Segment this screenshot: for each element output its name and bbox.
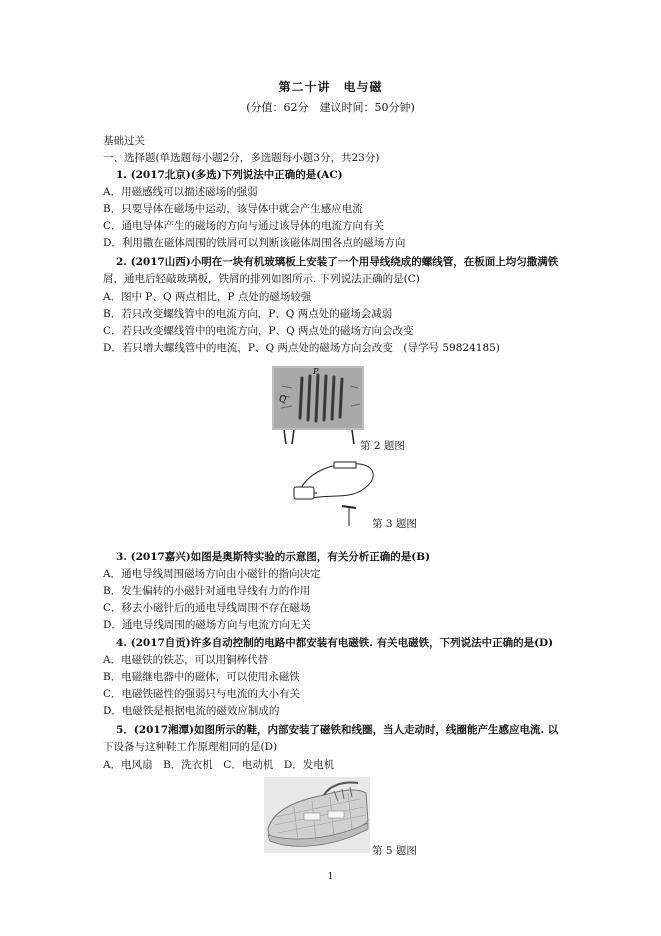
q2-option-b: B．若只改变螺线管中的电流方向，P、Q 两点处的磁场会减弱 <box>103 308 393 320</box>
figure-2-label-q: Q <box>279 395 287 405</box>
q5-stem-line1: 5．(2017湘潭)如图所示的鞋，内部安装了磁铁和线圈，当人走动时，线圈能产生感应电流. 以 <box>116 724 559 736</box>
q3-option-a: A．通电导线周围磁场方向由小磁针的指向决定 <box>103 568 321 580</box>
figure-3-caption: 第 3 题图 <box>372 518 417 530</box>
q1-option-b: B．只要导体在磁场中运动，该导体中就会产生感应电流 <box>103 203 363 215</box>
q4-option-b: B．电磁继电器中的磁体，可以使用永磁铁 <box>103 671 300 683</box>
figure-3-oersted-diagram <box>290 460 380 530</box>
figure-5-caption: 第 5 题图 <box>372 845 417 857</box>
figure-2-solenoid-image <box>272 366 364 446</box>
q2-stem-line2: 屑，通电后轻敲玻璃板，铁屑的排列如图所示. 下列说法正确的是(C) <box>103 273 420 285</box>
figure-2-caption: 第 2 题图 <box>360 440 405 452</box>
q3-option-c: C．移去小磁针后的通电导线周围不存在磁场 <box>103 602 311 614</box>
page-number: 1 <box>327 872 334 882</box>
figure-2-label-p: P <box>313 367 319 376</box>
section-heading: 基础过关 <box>103 135 145 147</box>
q4-option-c: C．电磁铁磁性的强弱只与电流的大小有关 <box>103 688 301 700</box>
q3-stem: 3. (2017嘉兴)如图是奥斯特实验的示意图，有关分析正确的是(B) <box>116 551 431 563</box>
q1-option-c: C．通电导体产生的磁场的方向与通过该导体的电流方向有关 <box>103 220 385 232</box>
part-heading: 一、选择题(单选题每小题2分，多选题每小题3分，共23分) <box>103 152 380 164</box>
q4-option-a: A．电磁铁的铁芯，可以用铜棒代替 <box>103 654 269 666</box>
figure-5-shoe-image <box>264 777 370 853</box>
q5-options: A．电风扇 B．洗衣机 C．电动机 D．发电机 <box>103 759 335 771</box>
q3-option-d: D．通电导线周围的磁场方向与电流方向无关 <box>103 619 311 631</box>
q2-option-d: D．若只增大螺线管中的电流，P、Q 两点处的磁场方向会改变 (导学号 59824185) <box>103 342 500 354</box>
page-title: 第二十讲 电与磁 <box>278 80 383 94</box>
q3-option-b: B．发生偏转的小磁针对通电导线有力的作用 <box>103 585 311 597</box>
q5-stem-line2: 下设备与这种鞋工作原理相同的是(D) <box>103 741 278 753</box>
q1-stem: 1. (2017北京)(多选)下列说法中正确的是(AC) <box>116 169 343 181</box>
q1-option-d: D．利用撒在磁体周围的铁屑可以判断该磁体周围各点的磁场方向 <box>103 237 406 249</box>
q2-option-c: C．若只改变螺线管中的电流方向，P、Q 两点处的磁场方向会改变 <box>103 325 414 337</box>
q4-stem: 4. (2017自贡)许多自动控制的电路中都安装有电磁铁. 有关电磁铁，下列说法中正确的是(D) <box>116 637 554 649</box>
q2-option-a: A．图中 P、Q 两点相比，P 点处的磁场较强 <box>103 291 312 303</box>
q4-option-d: D．电磁铁是根据电流的磁效应制成的 <box>103 705 280 717</box>
q1-option-a: A．用磁感线可以描述磁场的强弱 <box>103 186 258 198</box>
q2-stem-line1: 2. (2017山西)小明在一块有机玻璃板上安装了一个用导线绕成的螺线管，在板面上均匀撒满铁 <box>116 256 559 268</box>
page-subtitle: (分值：62分 建议时间：50分钟) <box>246 101 415 114</box>
